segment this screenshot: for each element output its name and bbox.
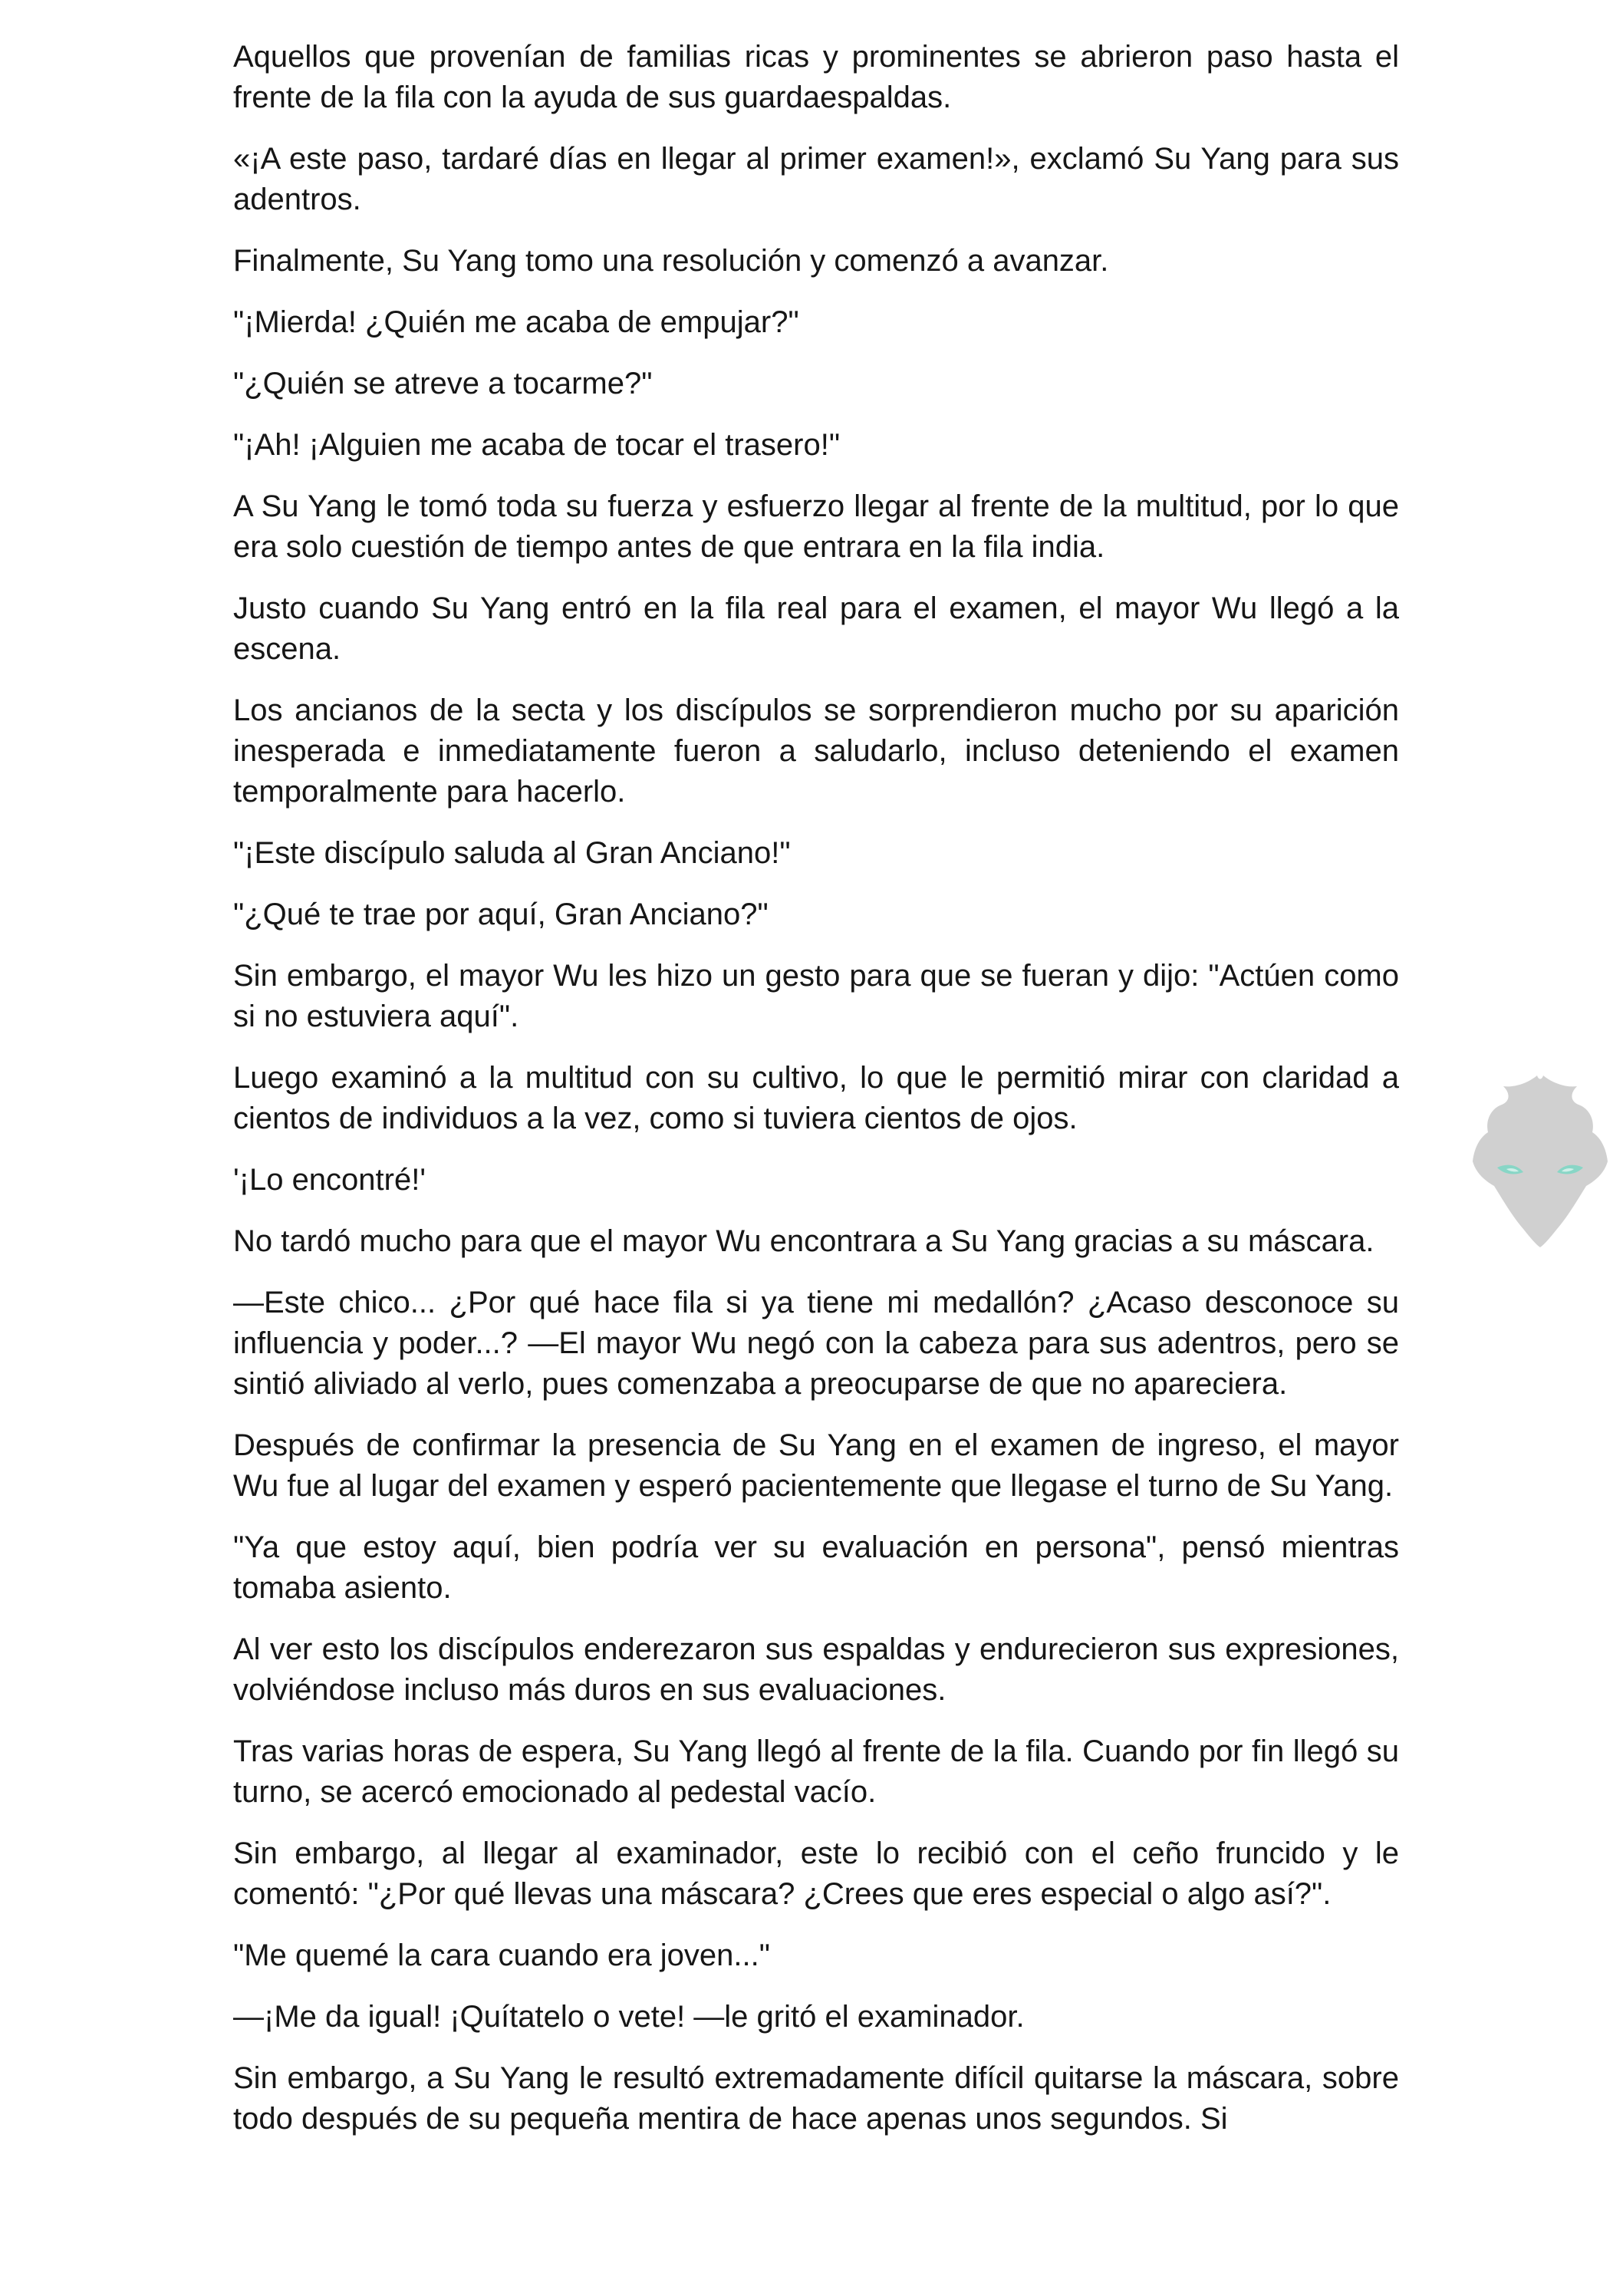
paragraph: Justo cuando Su Yang entró en la fila real para el examen, el mayor Wu llegó a la escena. (233, 591, 1399, 666)
paragraph: Sin embargo, al llegar al examinador, este lo recibió con el ceño fruncido y le comentó: "¿Por qué llevas una máscara? ¿Crees que eres especial o algo así?". (233, 1836, 1399, 1911)
paragraph: "¡Este discípulo saluda al Gran Anciano!" (233, 836, 791, 870)
demon-head-icon (1467, 1071, 1612, 1250)
paragraph: "¡Mierda! ¿Quién me acaba de empujar?" (233, 305, 799, 339)
paragraph: Al ver esto los discípulos enderezaron sus espaldas y endurecieron sus expresiones, volviéndose incluso más duros en sus evaluaciones. (233, 1632, 1399, 1707)
paragraph: Luego examinó a la multitud con su cultivo, lo que le permitió mirar con claridad a cientos de individuos a la vez, como si tuviera cientos de ojos. (233, 1061, 1399, 1135)
paragraph: No tardó mucho para que el mayor Wu encontrara a Su Yang gracias a su máscara. (233, 1224, 1374, 1258)
paragraph: "Me quemé la cara cuando era joven..." (233, 1939, 770, 1972)
paragraph: Finalmente, Su Yang tomo una resolución y comenzó a avanzar. (233, 244, 1109, 278)
paragraph: "¡Ah! ¡Alguien me acaba de tocar el trasero!" (233, 428, 841, 462)
paragraph: "Ya que estoy aquí, bien podría ver su evaluación en persona", pensó mientras tomaba asiento. (233, 1530, 1399, 1605)
paragraph: —Este chico... ¿Por qué hace fila si ya tiene mi medallón? ¿Acaso desconoce su influencia y poder...? —El mayor Wu negó con la cabeza para sus adentros, pero se sintió aliviado al verlo, pues comenzaba a preocuparse de que no apareciera. (233, 1286, 1399, 1401)
document-body (233, 37, 1399, 2160)
paragraph: Sin embargo, el mayor Wu les hizo un gesto para que se fueran y dijo: "Actúen como si no estuviera aquí". (233, 959, 1399, 1033)
paragraph: "¿Quién se atreve a tocarme?" (233, 367, 653, 400)
paragraph: "¿Qué te trae por aquí, Gran Anciano?" (233, 898, 769, 931)
paragraph: —¡Me da igual! ¡Quítatelo o vete! —le gritó el examinador. (233, 2000, 1025, 2034)
paragraph: Sin embargo, a Su Yang le resultó extremadamente difícil quitarse la máscara, sobre todo después de su pequeña mentira de hace apenas unos segundos. Si (233, 2061, 1399, 2136)
paragraph: Tras varias horas de espera, Su Yang llegó al frente de la fila. Cuando por fin llegó su turno, se acercó emocionado al pedestal vacío. (233, 1734, 1399, 1809)
paragraph: A Su Yang le tomó toda su fuerza y esfuerzo llegar al frente de la multitud, por lo que era solo cuestión de tiempo antes de que entrara en la fila india. (233, 489, 1399, 564)
paragraph: Los ancianos de la secta y los discípulos se sorprendieron mucho por su aparición inesperada e inmediatamente fueron a saludarlo, incluso deteniendo el examen temporalmente para hacerlo. (233, 693, 1399, 809)
paragraph: Después de confirmar la presencia de Su Yang en el examen de ingreso, el mayor Wu fue al lugar del examen y esperó pacientemente que llegase el turno de Su Yang. (233, 1428, 1399, 1503)
paragraph: '¡Lo encontré!' (233, 1163, 426, 1197)
paragraph: «¡A este paso, tardaré días en llegar al primer examen!», exclamó Su Yang para sus adentros. (233, 142, 1399, 216)
paragraph: Aquellos que provenían de familias ricas y prominentes se abrieron paso hasta el frente de la fila con la ayuda de sus guardaespaldas. (233, 40, 1399, 114)
